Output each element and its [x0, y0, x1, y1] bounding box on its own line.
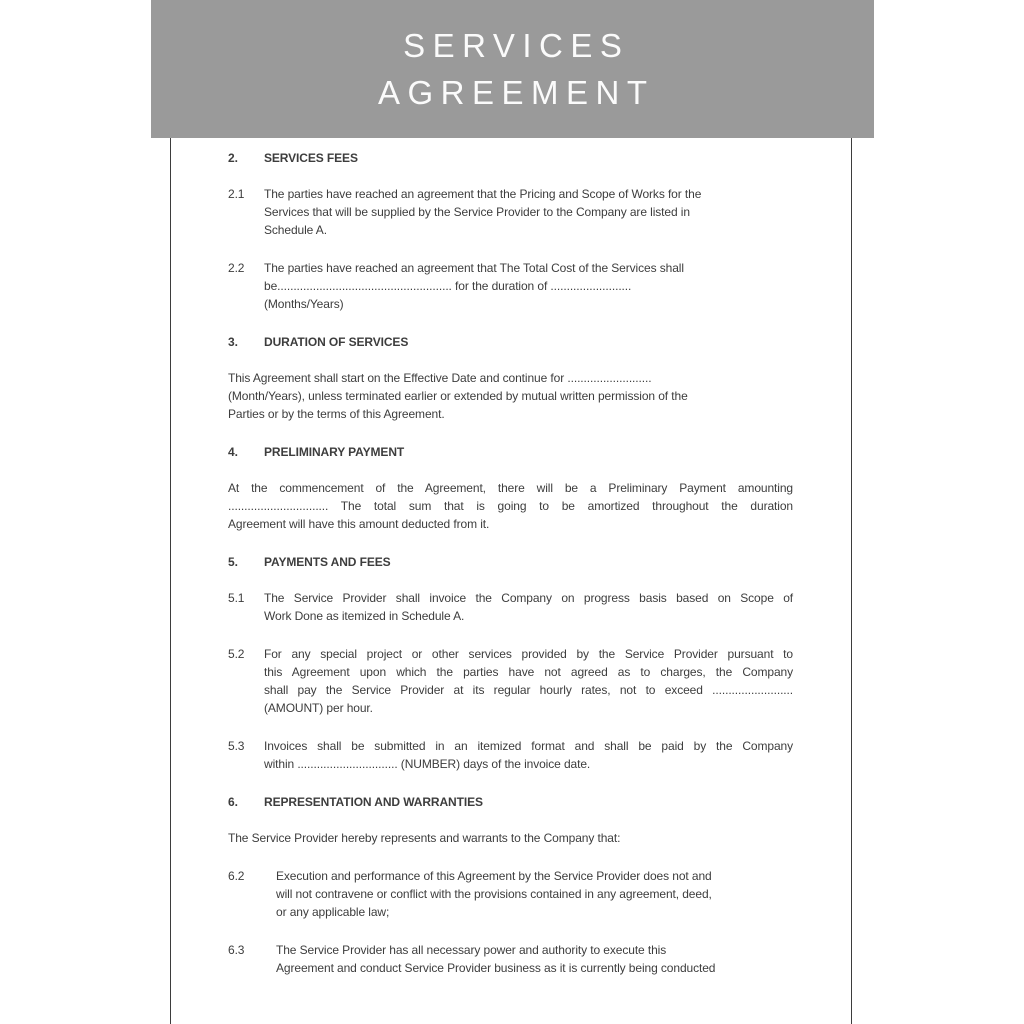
clause-body	[264, 589, 793, 625]
clause-line: Invoices shall be submitted in an itemized format and shall be paid by the Company	[264, 739, 793, 753]
clause-line: The Service Provider hereby represents and warrants to the Company that:	[228, 831, 621, 845]
clause-body	[276, 941, 793, 977]
document-title-line-1: SERVICES	[403, 27, 630, 64]
section-number: 6.	[228, 795, 238, 809]
section-number: 2.	[228, 151, 238, 165]
clause-body	[228, 479, 793, 533]
paragraph	[228, 479, 793, 533]
clause-line: The parties have reached an agreement that the Pricing and Scope of Works for the	[264, 187, 702, 201]
section-number: 5.	[228, 555, 238, 569]
document-title-line-2: AGREEMENT	[377, 74, 655, 111]
clause-line: Execution and performance of this Agreement by the Service Provider does not and	[276, 869, 712, 883]
clause-body	[264, 737, 793, 773]
clause-line: Services that will be supplied by the Service Provider to the Company are listed in	[264, 205, 690, 219]
clause-line: For any special project or other services provided by the Service Provider pursuant to	[264, 647, 793, 661]
agreement-section	[228, 793, 793, 977]
clause-body	[228, 829, 793, 847]
section-title: REPRESENTATION AND WARRANTIES	[264, 795, 483, 809]
clause-line: Work Done as itemized in Schedule A.	[264, 609, 465, 623]
clause-number: 6.2	[228, 869, 245, 883]
clause-body	[264, 645, 793, 717]
clause-number: 5.1	[228, 591, 245, 605]
clause-number: 5.3	[228, 739, 245, 753]
numbered-clause	[228, 259, 793, 313]
section-heading	[228, 553, 793, 571]
clause-line: Parties or by the terms of this Agreement.	[228, 407, 445, 421]
numbered-clause	[228, 941, 793, 977]
clause-body	[264, 185, 793, 239]
clause-line: The Service Provider shall invoice the Company on progress basis based on Scope of	[264, 591, 793, 605]
agreement-section	[228, 149, 793, 313]
paragraph	[228, 829, 793, 847]
clause-number: 6.3	[228, 943, 245, 957]
clause-body	[228, 369, 793, 423]
clause-line: Agreement will have this amount deducted from it.	[228, 517, 490, 531]
section-heading	[228, 793, 793, 811]
numbered-clause	[228, 645, 793, 717]
clause-line: Agreement and conduct Service Provider business as it is currently being conducted	[276, 961, 716, 975]
section-heading	[228, 149, 793, 167]
clause-number: 2.2	[228, 261, 245, 275]
clause-line: be...................................................... for the duration of .........................	[264, 279, 632, 293]
section-heading	[228, 333, 793, 351]
section-title: PRELIMINARY PAYMENT	[264, 445, 405, 459]
agreement-section	[228, 553, 793, 773]
section-title: SERVICES FEES	[264, 151, 358, 165]
title-banner	[151, 0, 874, 138]
section-number: 4.	[228, 445, 238, 459]
section-number: 3.	[228, 335, 238, 349]
clause-line: (Month/Years), unless terminated earlier or extended by mutual written permission of the	[228, 389, 688, 403]
section-title: PAYMENTS AND FEES	[264, 555, 391, 569]
paragraph	[228, 369, 793, 423]
clause-line: will not contravene or conflict with the provisions contained in any agreement, deed,	[276, 887, 712, 901]
numbered-clause	[228, 737, 793, 773]
clause-line: (Months/Years)	[264, 297, 344, 311]
clause-line: this Agreement upon which the parties have not agreed as to charges, the Company	[264, 665, 793, 679]
clause-line: At the commencement of the Agreement, there will be a Preliminary Payment amounting	[228, 481, 793, 495]
numbered-clause	[228, 185, 793, 239]
clause-line: within ............................... (NUMBER) days of the invoice date.	[264, 757, 591, 771]
clause-number: 5.2	[228, 647, 245, 661]
clause-line: or any applicable law;	[276, 905, 390, 919]
document-content	[228, 149, 793, 997]
clause-line: ............................... The total sum that is going to be amortized throughout the duration	[228, 499, 793, 513]
numbered-clause	[228, 589, 793, 625]
clause-line: The Service Provider has all necessary power and authority to execute this	[276, 943, 667, 957]
agreement-section	[228, 443, 793, 533]
numbered-clause	[228, 867, 793, 921]
clause-body	[264, 259, 793, 313]
clause-line: The parties have reached an agreement that The Total Cost of the Services shall	[264, 261, 684, 275]
clause-line: This Agreement shall start on the Effective Date and continue for ..........................	[228, 371, 652, 385]
section-heading	[228, 443, 793, 461]
section-title: DURATION OF SERVICES	[264, 335, 409, 349]
clause-number: 2.1	[228, 187, 245, 201]
clause-line: shall pay the Service Provider at its regular hourly rates, not to exceed .........................	[264, 683, 793, 697]
clause-line: (AMOUNT) per hour.	[264, 701, 373, 715]
clause-line: Schedule A.	[264, 223, 327, 237]
agreement-section	[228, 333, 793, 423]
clause-body	[276, 867, 793, 921]
